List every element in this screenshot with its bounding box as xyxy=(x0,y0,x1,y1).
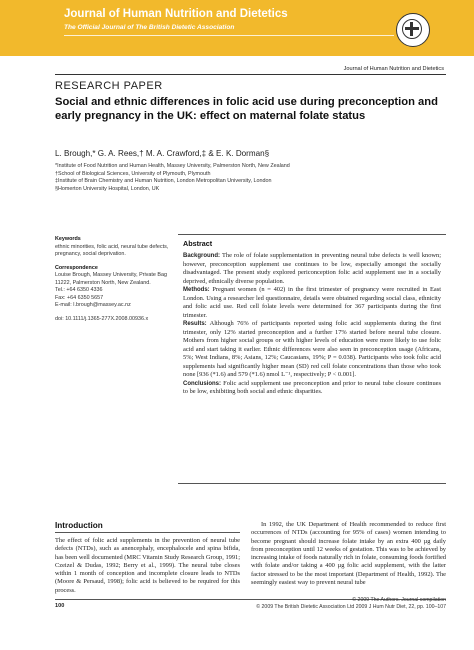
copyright-footer xyxy=(226,597,446,611)
introduction-divider xyxy=(55,532,240,533)
running-head: Journal of Human Nutrition and Dietetics xyxy=(343,66,444,72)
methods-label: Methods: xyxy=(183,287,210,293)
affiliations xyxy=(55,163,445,194)
introduction-heading: Introduction xyxy=(55,521,103,530)
correspondence-line: Fax: +64 6350 5657 xyxy=(55,294,104,301)
correspondence-email: E-mail: l.brough@massey.ac.nz xyxy=(55,302,131,308)
affiliation-3: ‡Institute of Brain Chemistry and Human Nutrition, London Metropolitan University, London xyxy=(55,178,272,185)
conclusions-label: Conclusions: xyxy=(183,380,222,387)
doi-text: doi: 10.1111/j.1365-277X.2008.00936.x xyxy=(55,315,149,322)
results-label: Results: xyxy=(183,321,207,327)
abstract-body xyxy=(183,252,441,397)
author-list: L. Brough,* G. A. Rees,† M. A. Crawford,‡ & E. K. Dorman§ xyxy=(55,149,270,158)
journal-subtitle: The Official Journal of The British Dietetic Association xyxy=(64,24,235,31)
journal-title: Journal of Human Nutrition and Dietetics xyxy=(64,8,288,20)
results-text: Although 76% of participants reported using folic acid supplements during the first trimester, only 12% started preconception and a further 17% started before neural tube closure. Mothers from higher social groups or with higher levels of education were more likely to use folic acid and start taking it earlier. Ethnic differences were also seen in preconception usage (Africans, 5%; West Indians, 8%; Asians, 12%; Caucasians, 19%; P = 0.038). Participants who took folic acid supplements had significantly higher mean (SD) red cell folate concentrations than those who took none [936 (*1.6) and 579 (*1.6) nmol L⁻¹, respectively; P < 0.001]. xyxy=(183,320,441,378)
methods-text: Pregnant women (n = 402) in the first trimester of pregnancy were recruited in East London. Using a researcher led questionnaire, details were obtained regarding social class, ethnicity and folic acid use. Red cell folate levels were determined for 367 participants during the first trimester. xyxy=(183,286,442,319)
correspondence-line: Louise Brough, Massey University, Private Bag xyxy=(55,272,167,278)
affiliation-1: *Institute of Food Nutrition and Human Health, Massey University, Palmerston North, New Zealand xyxy=(55,163,290,169)
intro-paragraph: The effect of folic acid supplements in the prevention of neural tube defects (NTDs), such as anencephaly, encephalocele and spina bifida, has been well documented (MRC Vitamin Study Research Group, 1991; Czeizel & Dudas, 1992; Berry et al., 1999). The neural tube closes within 1 month of conception and incomplete closure leads to NTDs (Moore & Persaud, 1998); folic acid is believed to be required for this process. xyxy=(55,537,240,594)
header-divider xyxy=(55,74,446,75)
banner-divider xyxy=(64,35,394,36)
page-number: 100 xyxy=(55,603,65,609)
body-column-right xyxy=(251,521,446,587)
body-column-left xyxy=(55,537,240,595)
association-seal-logo xyxy=(396,13,430,47)
journal-banner xyxy=(0,0,474,56)
conclusions-text: Folic acid supplement use preconception and prior to neural tube closure continues to be low, exhibiting both social and ethnic disparities. xyxy=(183,379,441,395)
copyright-line: © 2009 The British Dietetic Association Ltd 2009 J Hum Nutr Diet, 22, pp. 100–107 xyxy=(256,603,446,610)
affiliation-2: †School of Biological Sciences, University of Plymouth, Plymouth xyxy=(55,170,211,177)
affiliation-4: §Homerton University Hospital, London, UK xyxy=(55,186,160,193)
keywords-text: ethnic minorities, folic acid, neural tube defects, pregnancy, social deprivation. xyxy=(55,243,169,257)
paper-title: Social and ethnic differences in folic acid use during preconception and early pregnancy in the UK: effect on maternal folate status xyxy=(55,96,438,122)
background-label: Background: xyxy=(183,253,221,259)
abstract-heading: Abstract xyxy=(183,239,213,248)
correspondence-heading: Correspondence xyxy=(55,264,98,271)
article-sidebar xyxy=(55,236,173,323)
correspondence-line: 11222, Palmerston North, New Zealand. xyxy=(55,279,151,286)
keywords-heading: Keywords xyxy=(55,236,81,242)
intro-paragraph: In 1992, the UK Department of Health recommended to reduce first occurrences of NTDs (accounting for 95% of cases) women intending to become pregnant should increase folate intake by an extra 400 µg daily from preconception until 12 weeks of gestation. This was to be achieved by increasing intake of foods naturally rich in folate, consuming foods fortified with folate and/or taking a 400 µg folic acid supplement, with the latter factor stressed to be the most important (Department of Health, 1992). The seemingly easiest way to prevent neural tube xyxy=(251,521,446,587)
copyright-line: © 2009 The Authors. Journal compilation xyxy=(352,597,446,603)
background-text: The role of folate supplementation in preventing neural tube defects is well known; however, preconception supplement use continues to be low, especially amongst the socially disadvantaged. The present study explored periconception folic acid supplement use in a socially deprived, ethnically diverse population. xyxy=(183,252,442,285)
correspondence-line: Tel.: +64 6350 4336 xyxy=(55,287,103,293)
section-label: RESEARCH PAPER xyxy=(55,80,163,92)
